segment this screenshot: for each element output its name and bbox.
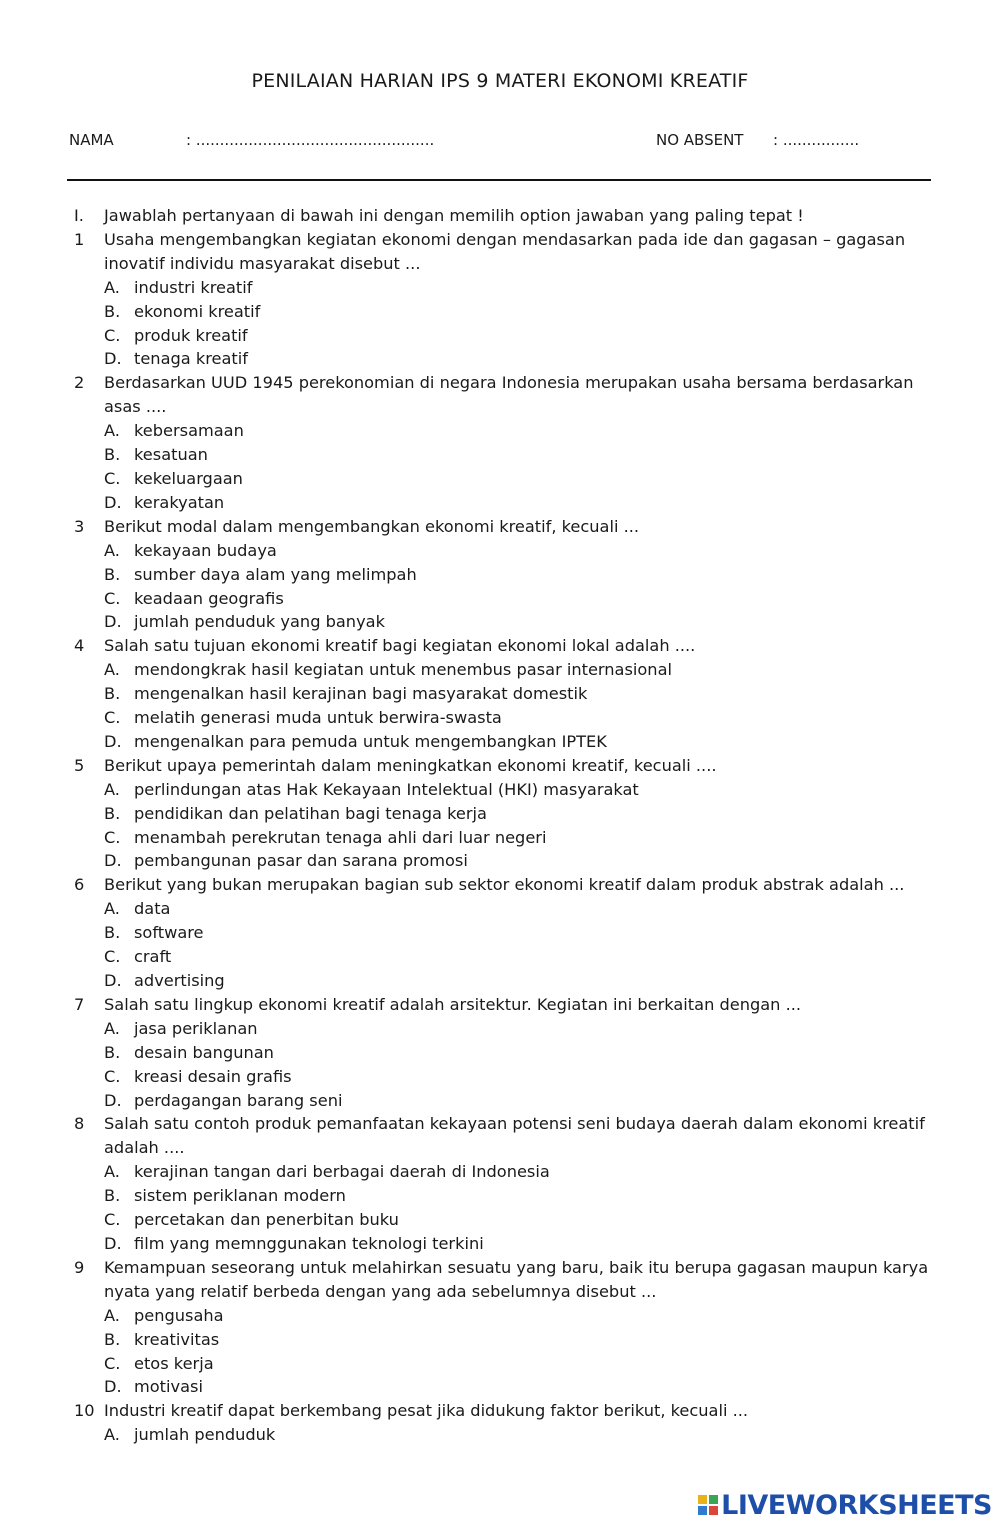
option-text: pengusaha [134,1305,224,1325]
answer-option[interactable] [74,491,934,515]
header-divider [67,179,931,181]
option-letter: B. [104,445,121,465]
answer-option[interactable] [74,945,934,969]
option-text: sumber daya alam yang melimpah [134,564,417,584]
option-text: industri kreatif [134,277,253,297]
answer-option[interactable] [74,1232,934,1256]
answer-option[interactable] [74,1089,934,1113]
option-letter: C. [104,325,121,345]
option-letter: B. [104,684,121,704]
answer-option[interactable] [74,706,934,730]
option-letter: D. [104,1377,122,1397]
question-item [74,228,934,276]
answer-option[interactable] [74,610,934,634]
option-letter: B. [104,803,121,823]
option-letter: A. [104,779,120,799]
option-letter: A. [104,277,120,297]
option-letter: B. [104,1042,121,1062]
option-letter: A. [104,1162,120,1182]
question-item [74,515,934,539]
option-text: kreasi desain grafis [134,1066,292,1086]
option-letter: D. [104,1233,122,1253]
option-text: etos kerja [134,1353,214,1373]
option-letter: B. [104,564,121,584]
option-letter: A. [104,1018,120,1038]
logo-text: LIVEWORKSHEETS [721,1489,992,1521]
answer-option[interactable] [74,276,934,300]
question-number: 5 [74,755,85,775]
answer-option[interactable] [74,1328,934,1352]
option-letter: D. [104,731,122,751]
option-letter: D. [104,349,122,369]
question-text: Salah satu contoh produk pemanfaatan kekayaan potensi seni budaya daerah dalam ekonomi kreatif adalah .... [104,1114,925,1158]
answer-option[interactable] [74,1065,934,1089]
answer-option[interactable] [74,802,934,826]
option-letter: C. [104,1210,121,1230]
answer-option[interactable] [74,324,934,348]
option-letter: A. [104,1305,120,1325]
answer-option[interactable] [74,1041,934,1065]
option-letter: C. [104,827,121,847]
name-label: NAMA [69,131,114,149]
option-text: jumlah penduduk yang banyak [134,612,385,632]
question-text: Berikut upaya pemerintah dalam meningkatkan ekonomi kreatif, kecuali .... [104,755,717,775]
option-letter: A. [104,421,120,441]
name-blank: : .................................................. [186,131,435,149]
option-letter: D. [104,1090,122,1110]
option-letter: D. [104,851,122,871]
option-text: pendidikan dan pelatihan bagi tenaga kerja [134,803,487,823]
option-letter: A. [104,540,120,560]
instruction-text: Jawablah pertanyaan di bawah ini dengan memilih option jawaban yang paling tepat ! [104,206,804,225]
question-number: 9 [74,1257,85,1277]
option-text: ekonomi kreatif [134,301,261,321]
answer-option[interactable] [74,682,934,706]
answer-option[interactable] [74,467,934,491]
option-letter: A. [104,899,120,919]
answer-option[interactable] [74,1208,934,1232]
option-letter: C. [104,1353,121,1373]
answer-option[interactable] [74,539,934,563]
question-item [74,1112,934,1160]
answer-option[interactable] [74,587,934,611]
answer-option[interactable] [74,1017,934,1041]
answer-option[interactable] [74,778,934,802]
section-number: I. [74,206,84,225]
answer-option[interactable] [74,826,934,850]
option-text: kerajinan tangan dari berbagai daerah di Indonesia [134,1162,550,1182]
option-text: melatih generasi muda untuk berwira-swasta [134,708,502,728]
answer-option[interactable] [74,1423,934,1447]
answer-option[interactable] [74,1375,934,1399]
option-letter: A. [104,1425,120,1445]
option-text: kerakyatan [134,492,225,512]
option-letter: C. [104,1066,121,1086]
option-letter: A. [104,660,120,680]
option-text: craft [134,947,172,967]
absent-label: NO ABSENT [656,131,744,149]
option-text: advertising [134,971,225,990]
option-letter: D. [104,971,122,990]
option-letter: B. [104,1186,121,1206]
question-number: 8 [74,1114,85,1134]
option-text: percetakan dan penerbitan buku [134,1210,399,1230]
option-text: film yang memnggunakan teknologi terkini [134,1233,484,1253]
question-text: Berdasarkan UUD 1945 perekonomian di negara Indonesia merupakan usaha bersama berdasarkan asas .... [104,373,914,417]
answer-option[interactable] [74,1160,934,1184]
option-text: kekeluargaan [134,468,243,488]
answer-option[interactable] [74,849,934,873]
option-text: tenaga kreatif [134,349,248,369]
liveworksheets-logo [697,1488,992,1522]
absent-blank: : ................ [773,131,860,149]
answer-option[interactable] [74,443,934,467]
option-text: keadaan geografis [134,588,284,608]
option-text: mendongkrak hasil kegiatan untuk menembus pasar internasional [134,660,672,680]
option-text: jasa periklanan [134,1018,258,1038]
option-text: pembangunan pasar dan sarana promosi [134,851,468,871]
question-text: Usaha mengembangkan kegiatan ekonomi dengan mendasarkan pada ide dan gagasan – gagasan inovatif individu masyarakat disebut ... [104,229,906,273]
question-number: 3 [74,516,85,536]
question-number: 4 [74,636,85,656]
question-text: Kemampuan seseorang untuk melahirkan sesuatu yang baru, baik itu berupa gagasan maupun karya nyata yang relatif berbeda dengan yang ada sebelumnya disebut ... [104,1257,929,1301]
question-item [74,993,934,1017]
answer-option[interactable] [74,658,934,682]
answer-option[interactable] [74,969,934,993]
answer-option[interactable] [74,1304,934,1328]
answer-option[interactable] [74,1184,934,1208]
option-letter: C. [104,588,121,608]
page-title: PENILAIAN HARIAN IPS 9 MATERI EKONOMI KREATIF [251,70,749,92]
answer-option[interactable] [74,1352,934,1376]
liveworksheets-logo-icon [697,1494,719,1516]
answer-option[interactable] [74,563,934,587]
option-text: kebersamaan [134,421,244,441]
question-text: Salah satu lingkup ekonomi kreatif adalah arsitektur. Kegiatan ini berkaitan dengan ... [104,994,801,1014]
option-letter: B. [104,1329,121,1349]
option-letter: D. [104,492,122,512]
question-text: Industri kreatif dapat berkembang pesat jika didukung faktor berikut, kecuali ... [104,1401,749,1421]
question-number: 1 [74,229,85,249]
option-text: sistem periklanan modern [134,1186,346,1206]
question-number: 10 [74,1401,95,1421]
answer-option[interactable] [74,897,934,921]
option-text: desain bangunan [134,1042,274,1062]
answer-option[interactable] [74,921,934,945]
option-letter: D. [104,612,122,632]
option-letter: C. [104,947,121,967]
option-text: kekayaan budaya [134,540,277,560]
option-text: produk kreatif [134,325,248,345]
question-item [74,873,934,897]
question-item [74,1256,934,1304]
option-letter: B. [104,923,121,943]
option-text: perlindungan atas Hak Kekayaan Intelektual (HKI) masyarakat [134,779,639,799]
answer-option[interactable] [74,347,934,371]
question-item [74,371,934,419]
answer-option[interactable] [74,730,934,754]
question-item [74,1399,934,1423]
question-number: 7 [74,994,85,1014]
option-text: kreativitas [134,1329,220,1349]
option-text: jumlah penduduk [134,1425,276,1445]
option-text: mengenalkan hasil kerajinan bagi masyarakat domestik [134,684,588,704]
option-text: perdagangan barang seni [134,1090,343,1110]
option-text: motivasi [134,1377,203,1397]
question-number: 2 [74,373,85,393]
question-list [74,204,934,1447]
option-text: software [134,923,204,943]
option-text: data [134,899,171,919]
section-instruction [74,204,934,228]
question-item [74,754,934,778]
question-item [74,634,934,658]
question-text: Berikut modal dalam mengembangkan ekonomi kreatif, kecuali ... [104,516,640,536]
option-text: menambah perekrutan tenaga ahli dari luar negeri [134,827,547,847]
option-letter: B. [104,301,121,321]
option-text: kesatuan [134,445,208,465]
option-letter: C. [104,468,121,488]
answer-option[interactable] [74,300,934,324]
answer-option[interactable] [74,419,934,443]
question-text: Berikut yang bukan merupakan bagian sub sektor ekonomi kreatif dalam produk abstrak adalah ... [104,875,905,895]
question-number: 6 [74,875,85,895]
option-text: mengenalkan para pemuda untuk mengembangkan IPTEK [134,731,607,751]
option-letter: C. [104,708,121,728]
question-text: Salah satu tujuan ekonomi kreatif bagi kegiatan ekonomi lokal adalah .... [104,636,696,656]
